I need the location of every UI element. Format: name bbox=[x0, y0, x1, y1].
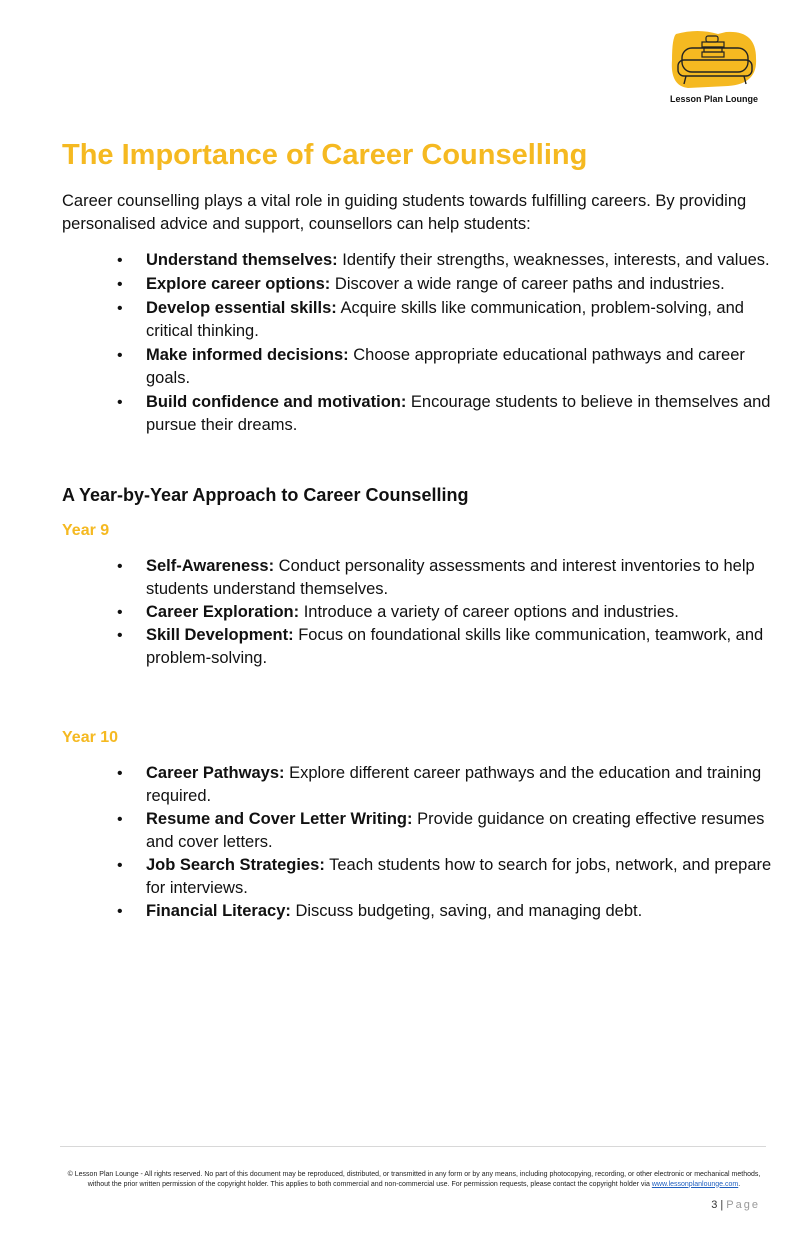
year10-list bbox=[62, 762, 772, 923]
list-item-text: Conduct personality assessments and interest inventories to help students understand themselves. bbox=[146, 557, 755, 598]
list-item-term: Financial Literacy: bbox=[146, 902, 291, 920]
list-item-term: Build confidence and motivation: bbox=[146, 393, 407, 411]
logo-text: Lesson Plan Lounge bbox=[669, 94, 758, 104]
list-item-term: Understand themselves: bbox=[146, 251, 338, 269]
bullet-icon: • bbox=[117, 627, 123, 644]
link-suffix: . bbox=[738, 1180, 741, 1188]
list-item bbox=[62, 900, 772, 923]
intro-paragraph: Career counselling plays a vital role in guiding students towards fulfilling careers. By providing personalised advice and support, counsellors can help students: bbox=[62, 192, 747, 233]
list-item-text: Provide guidance on creating effective resumes and cover letters. bbox=[146, 810, 765, 851]
sofa-with-books-icon bbox=[668, 28, 760, 92]
page-number-value: 3 bbox=[711, 1199, 718, 1211]
list-item-text: Discuss budgeting, saving, and managing debt. bbox=[290, 902, 643, 920]
bullet-icon: • bbox=[117, 276, 123, 293]
list-item-text: Identify their strengths, weaknesses, interests, and values. bbox=[337, 251, 770, 269]
list-item bbox=[62, 344, 772, 390]
list-item bbox=[62, 762, 772, 808]
list-item bbox=[62, 249, 772, 272]
list-item-text: Acquire skills like communication, problem-solving, and critical thinking. bbox=[146, 299, 744, 340]
list-item-text: Teach students how to search for jobs, network, and prepare for interviews. bbox=[146, 856, 772, 897]
list-item bbox=[62, 808, 772, 854]
list-item bbox=[62, 854, 772, 900]
list-item-term: Skill Development: bbox=[146, 626, 294, 644]
website-link[interactable]: www.lessonplanlounge.com bbox=[651, 1180, 739, 1188]
year9-list bbox=[62, 555, 772, 670]
bullet-icon: • bbox=[117, 347, 123, 364]
year9-heading: Year 9 bbox=[62, 522, 110, 539]
page-label: Page bbox=[726, 1199, 760, 1211]
list-item-term: Self-Awareness: bbox=[146, 557, 275, 575]
list-item-text: Encourage students to believe in themselves and pursue their dreams. bbox=[146, 393, 771, 434]
bullet-icon: • bbox=[117, 857, 123, 874]
page-title: The Importance of Career Counselling bbox=[62, 139, 588, 171]
bullet-icon: • bbox=[117, 394, 123, 411]
copyright-text: © Lesson Plan Lounge - All rights reserved. No part of this document may be reproduced, distributed, or transmitted in any form or by any means, including photocopying, recording, or other electronic or mechanical methods, without the prior written permission of the copyright holder. This applies to both commercial and non-commercial use. For permission requests, please contact the copyright holder via bbox=[67, 1171, 761, 1188]
list-item-term: Make informed decisions: bbox=[146, 346, 349, 364]
brand-logo bbox=[662, 28, 766, 110]
list-item-text: Introduce a variety of career options and industries. bbox=[299, 603, 679, 621]
list-item-text: Explore different career pathways and the education and training required. bbox=[146, 764, 762, 805]
year10-heading: Year 10 bbox=[62, 729, 119, 746]
page-number bbox=[711, 1199, 760, 1211]
bullet-icon: • bbox=[117, 300, 123, 317]
list-item-term: Job Search Strategies: bbox=[146, 856, 325, 874]
bullet-icon: • bbox=[117, 765, 123, 782]
list-item bbox=[62, 273, 772, 296]
list-item bbox=[62, 624, 772, 670]
list-item-term: Career Exploration: bbox=[146, 603, 300, 621]
list-item bbox=[62, 297, 772, 343]
approach-heading: A Year-by-Year Approach to Career Counselling bbox=[62, 485, 469, 505]
list-item-term: Develop essential skills: bbox=[146, 299, 337, 317]
bullet-icon: • bbox=[117, 558, 123, 575]
list-item bbox=[62, 555, 772, 601]
list-item-text: Discover a wide range of career paths and industries. bbox=[330, 275, 725, 293]
bullet-icon: • bbox=[117, 903, 123, 920]
list-item bbox=[62, 601, 772, 624]
list-item-term: Resume and Cover Letter Writing: bbox=[146, 810, 413, 828]
bullet-icon: • bbox=[117, 252, 123, 269]
list-item bbox=[62, 391, 772, 437]
bullet-icon: • bbox=[117, 604, 123, 621]
benefits-list bbox=[62, 249, 772, 437]
footer-divider bbox=[60, 1146, 766, 1147]
list-item-text: Choose appropriate educational pathways and career goals. bbox=[146, 346, 745, 387]
list-item-text: Focus on foundational skills like communication, teamwork, and problem-solving. bbox=[146, 626, 764, 667]
bullet-icon: • bbox=[117, 811, 123, 828]
list-item-term: Career Pathways: bbox=[146, 764, 285, 782]
page-separator: | bbox=[720, 1199, 724, 1211]
list-item-term: Explore career options: bbox=[146, 275, 331, 293]
page-content bbox=[62, 138, 772, 923]
footer-copyright bbox=[62, 1170, 766, 1189]
